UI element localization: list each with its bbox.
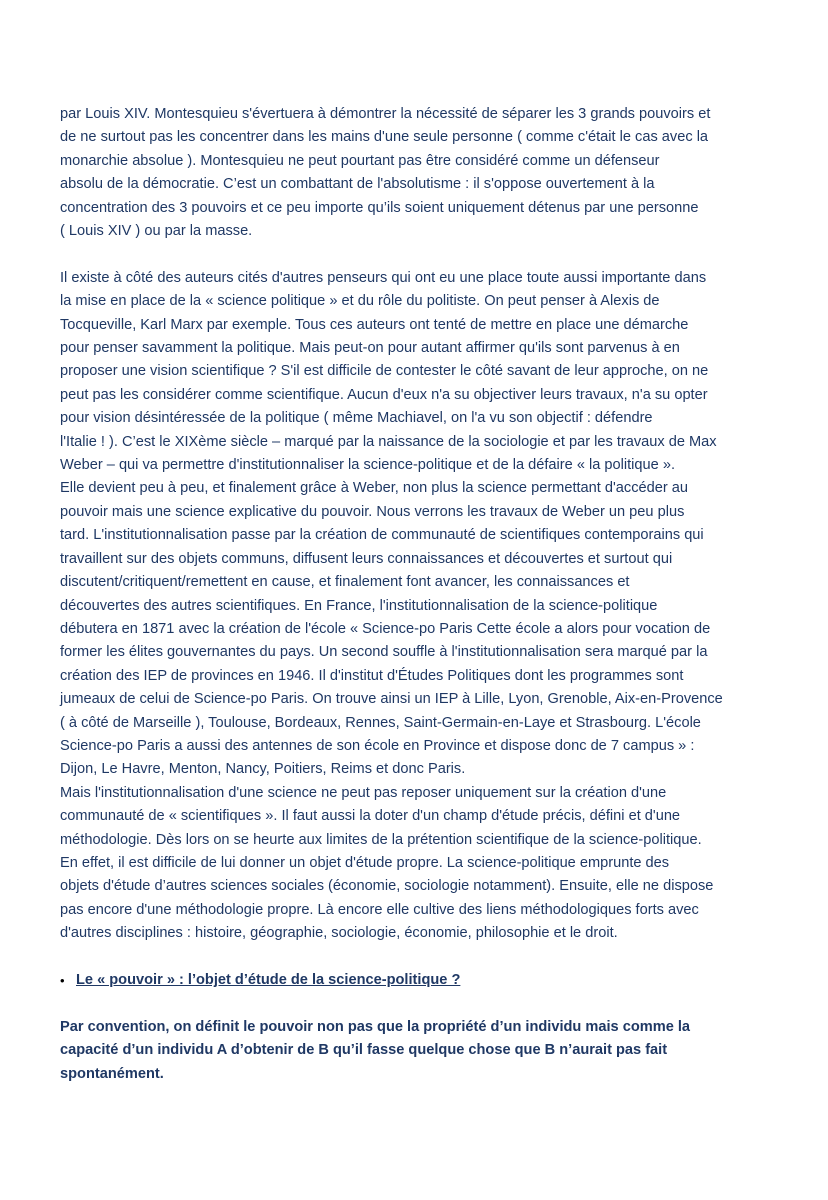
- bullet-icon: •: [60, 973, 65, 988]
- power-definition: Par convention, on définit le pouvoir non pas que la propriété d’un individu mais comme la capacité d’un individu A d’obtenir de B qu’il fasse quelque chose que B n’aurait pas fait spontanément.: [60, 1018, 691, 1082]
- section-heading-bullet: [60, 969, 780, 992]
- paragraph-spacer: [60, 992, 780, 1015]
- paragraph-institutionalisation: Il existe à côté des auteurs cités d'autres penseurs qui ont eu une place toute aussi importante dans la mise en place de la « science politique » et du rôle du politiste. On peut penser à Alexis de Tocqueville, Karl Marx par exemple. Tous ces auteurs ont tenté de mettre en place une démarche pour penser savamment la politique. Mais peut-on pour autant affirmer qu'ils sont parvenus à en proposer une vision scientifique ? S'il est difficile de contester le côté savant de leur approche, on ne peut pas les considérer comme scientifique. Aucun d'eux n'a su objectiver leurs travaux, n'a su opter pour vision désintéressée de la politique ( même Machiavel, on l'a vu son objectif : défendre l'Italie ! ). C’est le XIXème siècle – marqué par la naissance de la sociologie et par les travaux de Max Weber – qui va permettre d'institutionnaliser la science-politique et de la défaire « la politique ». Elle devient peu à peu, et finalement grâce à Weber, non plus la science permettant d'accéder au pouvoir mais une science explicative du pouvoir. Nous verrons les travaux de Weber un peu plus tard. L'institutionnalisation passe par la création de communauté de scientifiques contemporains qui travaillent sur des objets communs, diffusent leurs connaissances et découvertes et surtout qui discutent/critiquent/remettent en cause, et finalement font avancer, les connaissances et découvertes des autres scientifiques. En France, l'institutionnalisation de la science-politique débutera en 1871 avec la création de l'école « Science-po Paris Cette école a alors pour vocation de former les élites gouvernantes du pays. Un second souffle à l'institutionnalisation sera marqué par la création des IEP de provinces en 1946. Il d'institut d'Études Politiques dont les programmes sont jumeaux de celui de Science-po Paris. On trouve ainsi un IEP à Lille, Lyon, Grenoble, Aix-en-Provence ( à côté de Marseille ), Toulouse, Bordeaux, Rennes, Saint-Germain-en-Laye et Strasbourg. L'école Science-po Paris a aussi des antennes de son école en Province et dispose donc de 7 campus » : Dijon, Le Havre, Menton, Nancy, Poitiers, Reims et donc Paris. Mais l'institutionnalisation d'une science ne peut pas reposer uniquement sur la création d'une communauté de « scientifiques ». Il faut aussi la doter d'un champ d'étude précis, défini et d'une méthodologie. Dès lors on se heurte aux limites de la prétention scientifique de la science-politique. En effet, il est difficile de lui donner un objet d'étude propre. La science-politique emprunte des objets d'étude d’autres sciences sociales (économie, sociologie notamment). Ensuite, elle ne dispose pas encore d'une méthodologie propre. Là encore elle cultive des liens méthodologiques forts avec d'autres disciplines : histoire, géographie, sociologie, économie, philosophie et le droit.: [60, 269, 723, 942]
- paragraph-montesquieu: par Louis XIV. Montesquieu s'évertuera à démontrer la nécessité de séparer les 3 grands pouvoirs et de ne surtout pas les concentrer dans les mains d'une seule personne ( comme c'était le cas avec la monarchie absolue ). Montesquieu ne peut pourtant pas être considéré comme un défenseur absolu de la démocratie. C’est un combattant de l'absolutisme : il s'oppose ouvertement à la concentration des 3 pouvoirs et ce peu importe qu’ils soient uniquement détenus par une personne ( Louis XIV ) ou par la masse.: [60, 106, 711, 240]
- section-heading: Le « pouvoir » : l’objet d’étude de la science-politique ?: [76, 972, 461, 988]
- document-body: [60, 103, 780, 1086]
- paragraph-spacer: [60, 243, 780, 266]
- paragraph-spacer: [60, 946, 780, 969]
